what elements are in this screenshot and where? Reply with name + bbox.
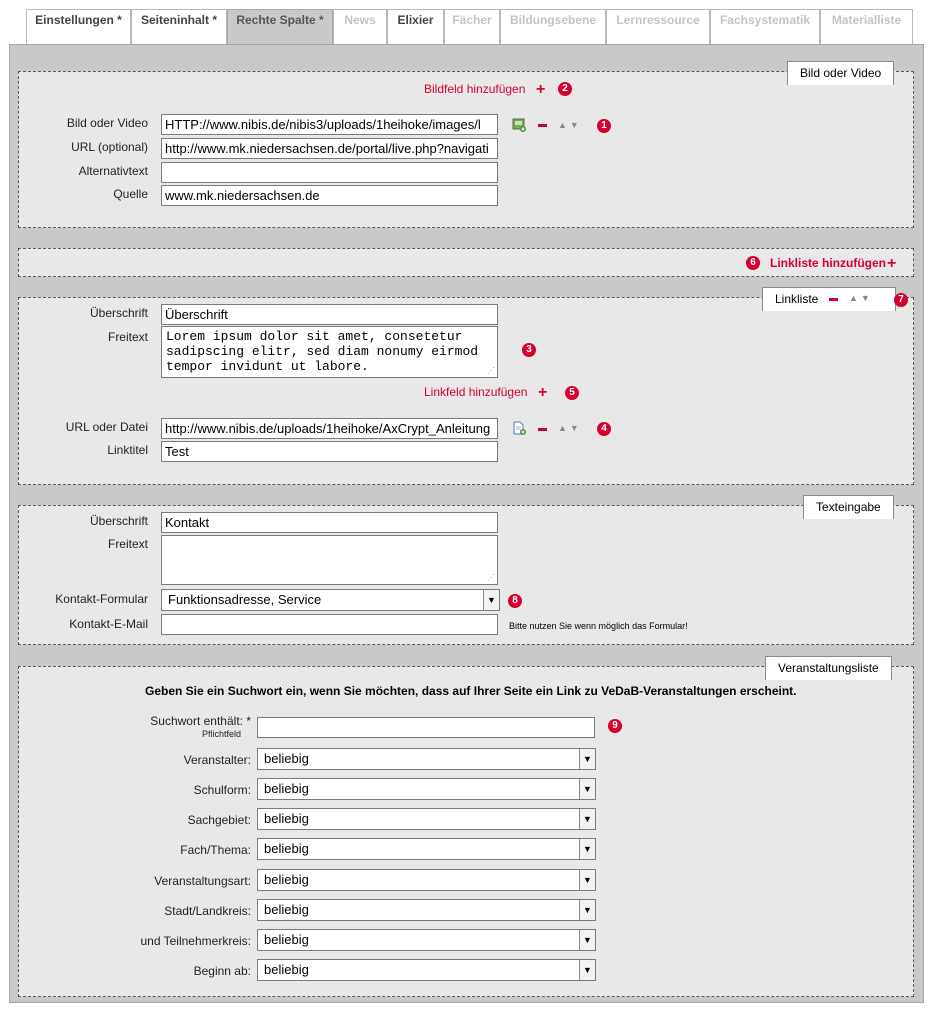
veranstaltungsart-value: beliebig [264, 872, 309, 887]
linkliste-legend-text: Linkliste [775, 292, 819, 306]
chevron-down-icon[interactable]: ▼ [579, 749, 595, 769]
add-bildfeld-plus-icon[interactable]: + [536, 81, 546, 98]
sachgebiet-value: beliebig [264, 811, 309, 826]
chevron-down-icon[interactable]: ▼ [579, 839, 595, 859]
suchwort-input[interactable] [257, 717, 595, 738]
chevron-down-icon[interactable]: ▼ [579, 870, 595, 890]
teilnehmerkreis-label: und Teilnehmerkreis: [140, 934, 251, 948]
linkliste-ueberschrift-label: Überschrift [89, 306, 148, 320]
annotation-badge-4: 4 [597, 422, 611, 436]
veranstaltung-intro: Geben Sie ein Suchwort ein, wenn Sie möchten, dass auf Ihrer Seite ein Link zu VeDaB-Veranstaltungen erscheint. [145, 684, 797, 698]
texteingabe-ueberschrift-input[interactable]: Kontakt [161, 512, 498, 533]
remove-bild-minus-icon[interactable] [538, 124, 547, 127]
beginn-ab-value: beliebig [264, 962, 309, 977]
tab-materialliste[interactable]: Materialliste [820, 9, 913, 44]
tab-einstellungen[interactable]: Einstellungen * [26, 9, 131, 44]
fach-thema-select[interactable] [257, 838, 596, 860]
quelle-input[interactable]: www.mk.niedersachsen.de [161, 185, 498, 206]
texteingabe-legend: Texteingabe [803, 495, 894, 519]
annotation-badge-2: 2 [558, 82, 572, 96]
tab-lernressource[interactable]: Lernressource [606, 9, 710, 44]
add-bildfeld-link[interactable]: Bildfeld hinzufügen [424, 82, 526, 96]
url-oder-datei-input[interactable]: http://www.nibis.de/uploads/1heihoke/AxCrypt_Anleitung [161, 418, 498, 439]
veranstaltung-legend: Veranstaltungsliste [765, 656, 892, 680]
schulform-label: Schulform: [193, 783, 251, 797]
kontakt-email-hint: Bitte nutzen Sie wenn möglich das Formular! [509, 621, 688, 631]
chevron-down-icon[interactable]: ▼ [579, 809, 595, 829]
kontakt-email-label: Kontakt-E-Mail [69, 617, 148, 631]
annotation-badge-7: 7 [894, 293, 908, 307]
veranstalter-value: beliebig [264, 751, 309, 766]
veranstalter-select[interactable] [257, 748, 596, 770]
schulform-select[interactable] [257, 778, 596, 800]
beginn-ab-label: Beginn ab: [193, 964, 251, 978]
teilnehmerkreis-value: beliebig [264, 932, 309, 947]
kontakt-formular-select[interactable] [161, 589, 500, 611]
suchwort-label: Suchwort enthält: * [150, 714, 251, 728]
bild-input[interactable]: HTTP://www.nibis.de/nibis3/uploads/1heihoke/images/l [161, 114, 498, 135]
url-optional-label: URL (optional) [71, 140, 148, 154]
texteingabe-freitext-label: Freitext [107, 537, 148, 551]
tab-rechte-spalte[interactable]: Rechte Spalte * [227, 9, 333, 45]
move-linkliste-icon[interactable]: ▲▼ [849, 293, 873, 303]
tab-bildungsebene[interactable]: Bildungsebene [500, 9, 606, 44]
add-linkliste-plus-icon[interactable]: + [887, 255, 897, 272]
teilnehmerkreis-select[interactable] [257, 929, 596, 951]
stadt-landkreis-value: beliebig [264, 902, 309, 917]
url-oder-datei-label: URL oder Datei [65, 420, 148, 434]
chevron-down-icon[interactable]: ▼ [579, 960, 595, 980]
texteingabe-ueberschrift-label: Überschrift [89, 514, 148, 528]
stadt-landkreis-select[interactable] [257, 899, 596, 921]
image-add-icon[interactable] [512, 118, 526, 132]
linkliste-freitext-textarea[interactable]: Lorem ipsum dolor sit amet, consetetur sadipscing elitr, sed diam nonumy eirmod tempor invidunt ut labore. ⋰ [161, 326, 498, 378]
remove-linkfeld-minus-icon[interactable] [538, 428, 547, 431]
alternativtext-input[interactable] [161, 162, 498, 183]
schulform-value: beliebig [264, 781, 309, 796]
move-linkfeld-icon[interactable]: ▲▼ [558, 423, 582, 433]
bild-label: Bild oder Video [66, 116, 148, 130]
sachgebiet-label: Sachgebiet: [187, 813, 251, 827]
linkliste-freitext-text: Lorem ipsum dolor sit amet, consetetur sadipscing elitr, sed diam nonumy eirmod tempor invidunt ut labore. [166, 329, 479, 374]
add-linkfeld-plus-icon[interactable]: + [538, 384, 548, 401]
linktitel-label: Linktitel [107, 443, 148, 457]
beginn-ab-select[interactable] [257, 959, 596, 981]
quelle-label: Quelle [113, 187, 148, 201]
chevron-down-icon[interactable]: ▼ [579, 779, 595, 799]
annotation-badge-1: 1 [597, 119, 611, 133]
add-linkliste-link[interactable]: Linkliste hinzufügen [770, 256, 886, 270]
tab-news[interactable]: News [333, 9, 387, 44]
annotation-badge-9: 9 [608, 719, 622, 733]
move-up-down-icon[interactable]: ▲▼ [558, 120, 582, 130]
fach-thema-value: beliebig [264, 841, 309, 856]
linktitel-input[interactable]: Test [161, 441, 498, 462]
texteingabe-freitext-textarea[interactable]: ⋰ [161, 535, 498, 585]
veranstaltungsart-label: Veranstaltungsart: [154, 874, 251, 888]
chevron-down-icon[interactable]: ▼ [579, 930, 595, 950]
tab-elixier[interactable]: Elixier [387, 9, 444, 44]
veranstaltungsart-select[interactable] [257, 869, 596, 891]
kontakt-formular-value: Funktionsadresse, Service [168, 592, 322, 607]
document-add-icon[interactable] [512, 421, 526, 435]
sachgebiet-select[interactable] [257, 808, 596, 830]
tab-fachsystematik[interactable]: Fachsystematik [710, 9, 820, 44]
stadt-landkreis-label: Stadt/Landkreis: [164, 904, 251, 918]
linkliste-ueberschrift-input[interactable]: Überschrift [161, 304, 498, 325]
linkliste-freitext-label: Freitext [107, 330, 148, 344]
annotation-badge-5: 5 [565, 386, 579, 400]
bild-legend: Bild oder Video [787, 61, 894, 85]
suchwort-pflichtfeld: Pflichtfeld [201, 729, 241, 739]
url-optional-input[interactable]: http://www.mk.niedersachsen.de/portal/live.php?navigati [161, 138, 498, 159]
chevron-down-icon[interactable]: ▼ [483, 590, 499, 610]
tab-seiteninhalt[interactable]: Seiteninhalt * [131, 9, 227, 44]
kontakt-email-input[interactable] [161, 614, 498, 635]
add-linkfeld-link[interactable]: Linkfeld hinzufügen [424, 385, 528, 399]
annotation-badge-3: 3 [522, 343, 536, 357]
chevron-down-icon[interactable]: ▼ [579, 900, 595, 920]
tab-faecher[interactable]: Fächer [444, 9, 500, 44]
alternativtext-label: Alternativtext [78, 164, 148, 178]
kontakt-formular-label: Kontakt-Formular [55, 592, 148, 606]
veranstalter-label: Veranstalter: [183, 753, 251, 767]
remove-linkliste-minus-icon[interactable] [829, 298, 838, 301]
annotation-badge-6: 6 [746, 256, 760, 270]
annotation-badge-8: 8 [508, 594, 522, 608]
fach-thema-label: Fach/Thema: [180, 843, 251, 857]
